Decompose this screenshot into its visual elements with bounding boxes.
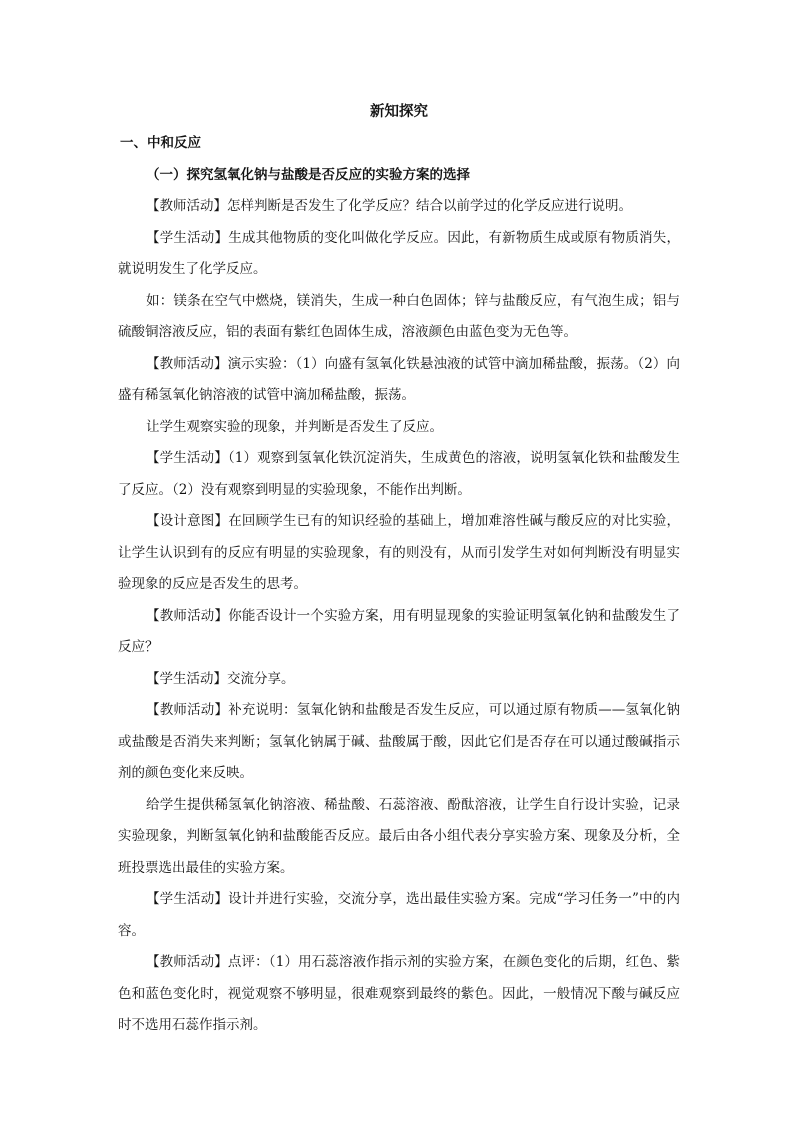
section-heading: 一、中和反应 <box>120 135 201 151</box>
activity-tag: 【学生活动】 <box>146 891 229 907</box>
activity-tag: 【设计意图】 <box>146 513 229 529</box>
paragraph-text: 怎样判断是否发生了化学反应？结合以前学过的化学反应进行说明。 <box>227 198 632 214</box>
paragraph <box>118 947 680 1042</box>
paragraph-text: 在回顾学生已有的知识经验的基础上，增加难溶性碱与酸反应的对比实验，让学生认识到有的反应有明显的实验现象，有的则没有，从而引发学生对如何判断没有明显实验现象的反应是否发生的思考。 <box>118 513 681 592</box>
paragraph <box>118 695 680 790</box>
activity-tag: 【教师活动】 <box>146 355 228 372</box>
paragraph <box>118 790 680 885</box>
paragraph-text: （1）观察到氢氧化铁沉淀消失，生成黄色的溶液，说明氢氧化铁和盐酸发生了反应。（2）没有观察到明显的实验现象，不能作出判断。 <box>118 450 680 498</box>
paragraph-text: 生成其他物质的变化叫做化学反应。因此，有新物质生成或原有物质消失，就说明发生了化学反应。 <box>118 229 681 277</box>
activity-tag: 【教师活动】 <box>146 702 229 718</box>
paragraph <box>118 601 680 664</box>
paragraph <box>118 349 680 412</box>
activity-tag: 【教师活动】 <box>146 607 229 624</box>
activity-tag: 【学生活动】 <box>146 450 228 466</box>
paragraph-text: 点评：（1）用石蕊溶液作指示剂的实验方案，在颜色变化的后期，红色、紫色和蓝色变化时，视觉观察不够明显，很难观察到最终的紫色。因此，一般情况下酸与碱反应时不选用石蕊作指示剂。 <box>118 954 680 1033</box>
page-title: 新知探究 <box>370 103 428 120</box>
paragraph-text: 给学生提供稀氢氧化钠溶液、稀盐酸、石蕊溶液、酚酞溶液，让学生自行设计实验，记录实验现象，判断氢氧化钠和盐酸能否反应。最后由各小组代表分享实验方案、现象及分析，全班投票选出最佳的实验方案。 <box>118 796 680 876</box>
paragraph <box>118 223 680 286</box>
paragraph-text: 补充说明：氢氧化钠和盐酸是否发生反应，可以通过原有物质——氢氧化钠或盐酸是否消失来判断；氢氧化钠属于碱、盐酸属于酸，因此它们是否存在可以通过酸碱指示剂的颜色变化来反映。 <box>118 702 681 781</box>
paragraph <box>118 412 680 444</box>
paragraph-text: 设计并进行实验，交流分享，选出最佳实验方案。完成“学习任务一”中的内容。 <box>118 891 680 939</box>
paragraph-text: 演示实验：（1）向盛有氢氧化铁悬浊液的试管中滴加稀盐酸，振荡。（2）向盛有稀氢氧化钠溶液的试管中滴加稀盐酸，振荡。 <box>118 355 680 403</box>
paragraph-text: 如：镁条在空气中燃烧，镁消失，生成一种白色固体；锌与盐酸反应，有气泡生成；铝与硫酸铜溶液反应，铝的表面有紫红色固体生成，溶液颜色由蓝色变为无色等。 <box>118 292 680 340</box>
paragraph-text: 交流分享。 <box>227 670 295 687</box>
activity-tag: 【学生活动】 <box>146 670 227 687</box>
activity-tag: 【学生活动】 <box>146 229 229 246</box>
paragraph <box>118 443 680 506</box>
activity-tag: 【教师活动】 <box>146 954 228 970</box>
paragraph-text: 让学生观察实验的现象，并判断是否发生了反应。 <box>146 418 443 435</box>
paragraph <box>118 506 680 601</box>
paragraph <box>118 884 680 947</box>
subsection-heading: （一）探究氢氧化钠与盐酸是否反应的实验方案的选择 <box>146 166 470 183</box>
document-page <box>118 96 680 1042</box>
paragraph-text: 你能否设计一个实验方案，用有明显现象的实验证明氢氧化钠和盐酸发生了反应？ <box>118 607 681 655</box>
paragraph <box>118 286 680 349</box>
paragraph <box>118 664 680 696</box>
paragraph <box>118 191 680 223</box>
activity-tag: 【教师活动】 <box>146 198 227 214</box>
